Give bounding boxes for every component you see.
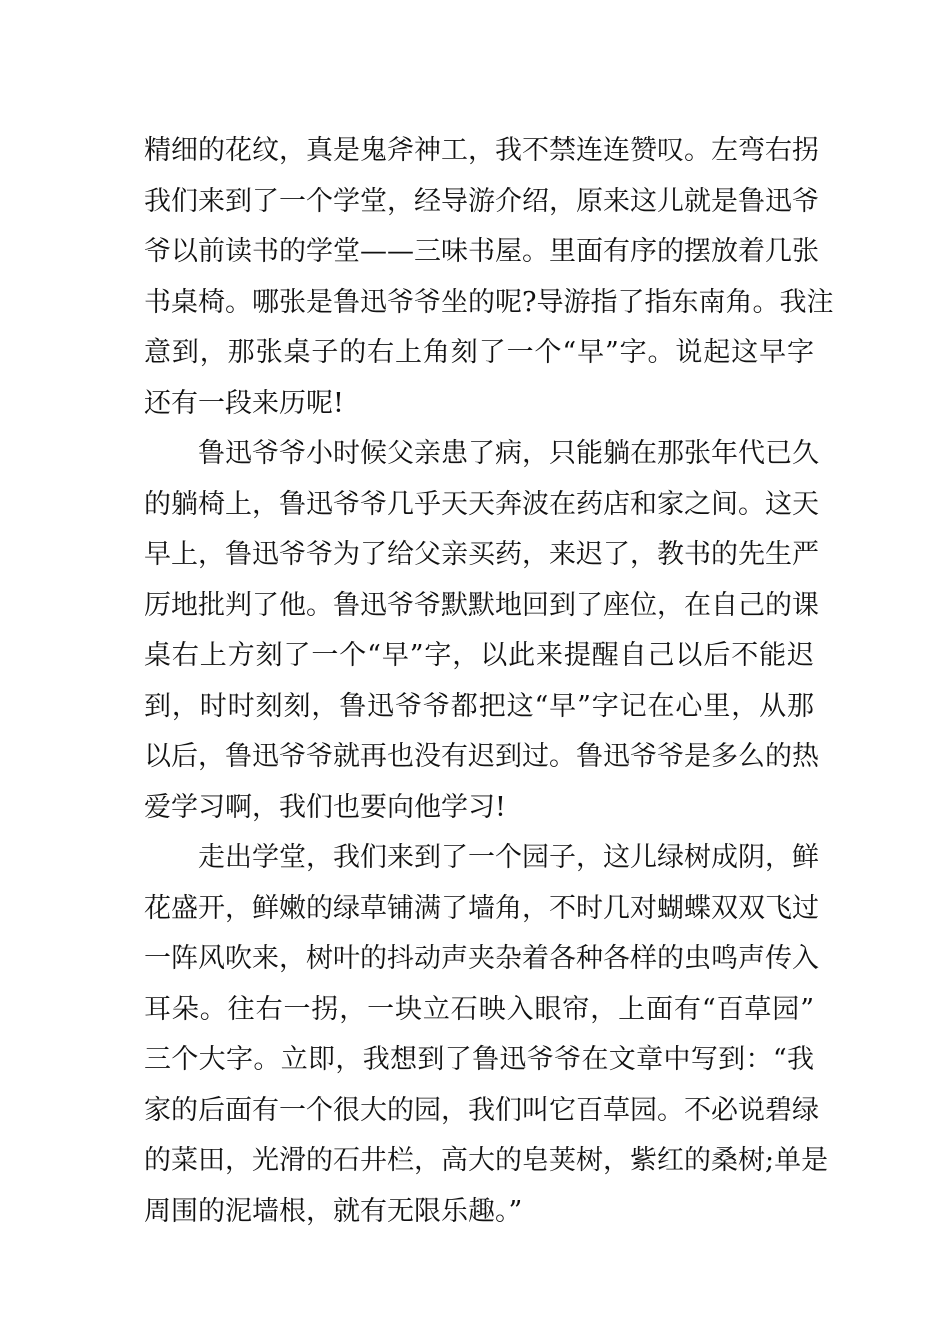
paragraph-3-line-7: 的菜田，光滑的石井栏，高大的皂荚树，紫红的桑树;单是 [144,1145,829,1176]
paragraph-2-line-1: 鲁迅爷爷小时候父亲患了病，只能躺在那张年代已久 [198,438,819,469]
paragraph-3-line-8: 周围的泥墙根，就有无限乐趣。” [144,1195,523,1227]
paragraph-1-line-4: 书桌椅。哪张是鲁迅爷爷坐的呢?导游指了指东南角。我注 [144,286,834,318]
paragraph-3-line-1: 走出学堂，我们来到了一个园子，这儿绿树成阴，鲜 [198,842,819,873]
paragraph-2-line-3: 早上，鲁迅爷爷为了给父亲买药，来迟了，教书的先生严 [144,539,819,570]
paragraph-3-line-3: 一阵风吹来，树叶的抖动声夹杂着各种各样的虫鸣声传入 [144,943,819,974]
paragraph-1-line-3: 爷以前读书的学堂——三味书屋。里面有序的摆放着几张 [144,236,819,267]
paragraph-1-line-5: 意到，那张桌子的右上角刻了一个“早”字。说起这早字 [144,337,814,368]
paragraph-1-line-1: 精细的花纹，真是鬼斧神工，我不禁连连赞叹。左弯右拐 [144,135,819,166]
document-body [144,126,834,1237]
paragraph-2-line-6: 到，时时刻刻，鲁迅爷爷都把这“早”字记在心里，从那 [144,690,814,722]
paragraph-1-line-2: 我们来到了一个学堂，经导游介绍，原来这儿就是鲁迅爷 [144,185,819,217]
paragraph-3-line-4: 耳朵。往右一拐，一块立石映入眼帘，上面有“百草园” [144,993,814,1025]
paragraph-3-line-6: 家的后面有一个很大的园，我们叫它百草园。不必说碧绿 [144,1094,819,1126]
paragraph-2-line-8: 爱学习啊，我们也要向他学习! [144,791,506,823]
paragraph-2-line-2: 的躺椅上，鲁迅爷爷几乎天天奔波在药店和家之间。这天 [144,488,819,520]
paragraph-3-line-5: 三个大字。立即，我想到了鲁迅爷爷在文章中写到：“我 [144,1044,814,1075]
paragraph-2-line-7: 以后，鲁迅爷爷就再也没有迟到过。鲁迅爷爷是多么的热 [144,741,819,772]
paragraph-2-line-5: 桌右上方刻了一个“早”字，以此来提醒自己以后不能迟 [144,640,814,671]
paragraph-1-line-6: 还有一段来历呢! [144,387,344,419]
paragraph-2-line-4: 厉地批判了他。鲁迅爷爷默默地回到了座位，在自己的课 [144,589,819,621]
paragraph-3-line-2: 花盛开，鲜嫩的绿草铺满了墙角，不时几对蝴蝶双双飞过 [144,892,819,924]
